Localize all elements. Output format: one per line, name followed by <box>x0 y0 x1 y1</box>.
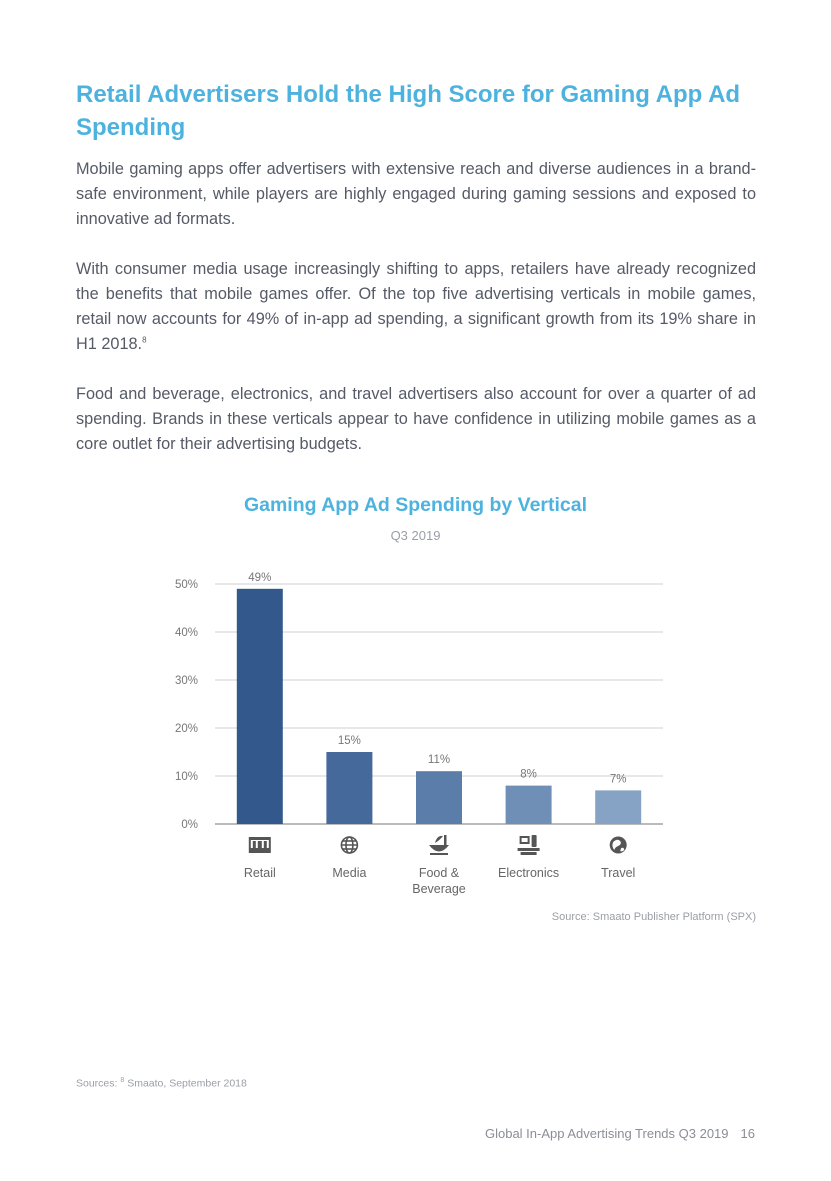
electronics-icon <box>518 835 540 855</box>
paragraph-2 <box>76 257 756 357</box>
page-heading: Retail Advertisers Hold the High Score for Gaming App Ad Spending <box>76 81 741 141</box>
footnote-number: 8 <box>120 1077 125 1084</box>
footer-title: Global In-App Advertising Trends Q3 2019 <box>484 1126 729 1141</box>
bar-value-label: 15% <box>337 735 361 747</box>
x-tick-label: Media <box>332 866 367 880</box>
bar-value-label: 7% <box>609 773 627 786</box>
page-footer <box>485 1126 755 1141</box>
bar-electronics <box>506 786 552 824</box>
travel-icon <box>610 837 627 854</box>
x-tick-label: Food & <box>418 866 460 880</box>
food-icon <box>429 835 449 855</box>
paragraph-2-text: With consumer media usage increasingly shifting to apps, retailers have already recognized the benefits that mobile games offer. Of the top five advertising verticals in mobile games, retail now accounts for 49% of in-app ad spending, a significant growth from its 19% share in H1 2018. <box>76 260 756 353</box>
y-tick-label: 20% <box>174 723 198 735</box>
x-tick-label: Travel <box>601 866 636 880</box>
paragraph-3: Food and beverage, electronics, and travel advertisers also account for over a quarter of ad spending. Brands in these verticals appear to have confidence in utilizing mobile games as a core outlet for their advertising budgets. <box>76 385 756 453</box>
chart-source: Source: Smaato Publisher Platform (SPX) <box>551 911 756 923</box>
bar-chart <box>0 560 831 905</box>
y-tick-label: 40% <box>174 627 198 639</box>
bar-value-label: 11% <box>427 754 451 767</box>
y-tick-label: 0% <box>181 819 198 831</box>
footnote-text: Smaato, September 2018 <box>127 1077 247 1090</box>
bar-value-label: 49% <box>248 571 272 584</box>
globe-icon <box>341 837 357 853</box>
x-tick-label: Beverage <box>412 882 466 896</box>
x-tick-label: Electronics <box>498 866 560 880</box>
y-tick-label: 50% <box>174 579 198 591</box>
chart-title: Gaming App Ad Spending by Vertical <box>243 494 588 516</box>
paragraph-1: Mobile gaming apps offer advertisers with extensive reach and diverse audiences in a brand-safe environment, while players are highly engaged during gaming sessions and exposed to innovative ad formats. <box>76 160 756 228</box>
y-tick-label: 10% <box>174 771 198 783</box>
bar-travel <box>595 790 641 824</box>
x-tick-label: Retail <box>243 866 276 880</box>
footnote-ref[interactable]: 8 <box>142 335 147 345</box>
y-tick-label: 30% <box>174 675 198 687</box>
chart-subtitle: Q3 2019 <box>390 528 441 543</box>
page-number: 16 <box>740 1126 755 1141</box>
bar-food-beverage <box>416 771 462 824</box>
footnote-prefix: Sources: <box>76 1077 118 1090</box>
bar-media <box>326 752 372 824</box>
footnote <box>76 1077 247 1090</box>
bar-retail <box>237 589 283 824</box>
bar-value-label: 8% <box>520 768 537 781</box>
store-icon <box>249 837 271 853</box>
